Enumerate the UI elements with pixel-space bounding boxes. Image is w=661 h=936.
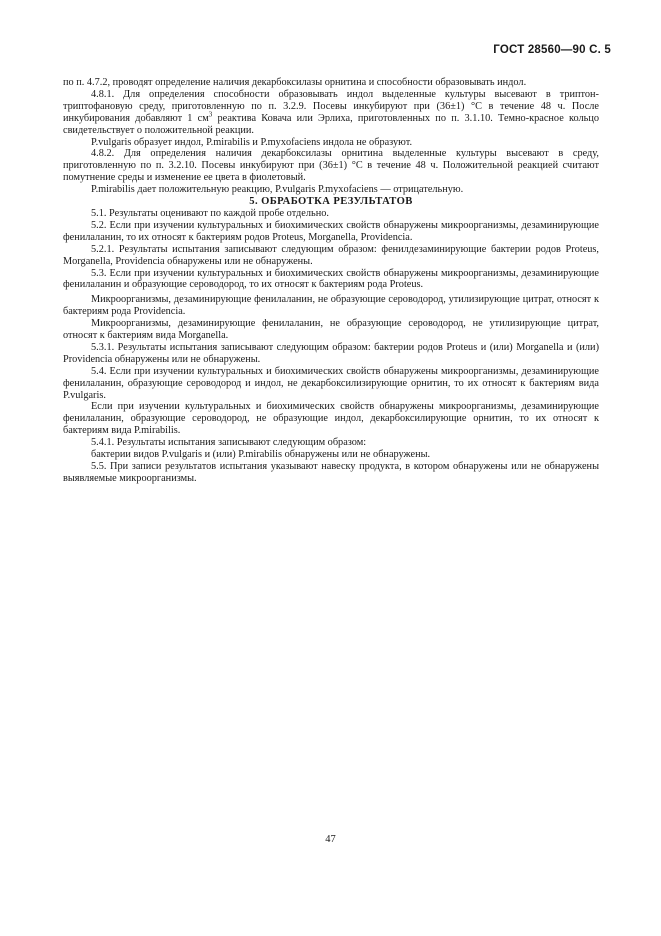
paragraph-5-1: 5.1. Результаты оценивают по каждой пробе отдельно. [91,207,329,219]
superscript-3: 3 [208,110,213,119]
paragraph-5-3: 5.3. Если при изучении культуральных и биохимических свойств обнаружены микроорганизмы, дезаминирующие фенилаланин и образующие сероводород, то их относят к бактериям рода Proteus. [63,267,599,291]
paragraph-providencia: Микроорганизмы, дезаминирующие фенилаланин, не образующие сероводород, утилизирующие цитрат, относят к бактериям рода Providencia. [63,294,599,318]
paragraph-4-8-1-text-b: реактива Ковача или Эрлиха, приготовленных по п. 3.1.10. Темно-красное кольцо свидетельствует о положительной реакции. [63,112,599,136]
paragraph-5-2: 5.2. Если при изучении культуральных и биохимических свойств обнаружены микроорганизмы, дезаминирующие фенилаланин, то их относят к бактериям родов Proteus, Morganella, Providencia. [63,219,599,243]
paragraph-5-5: 5.5. При записи результатов испытания указывают навеску продукта, в котором обнаружены или не обнаружены выявляемые микроорганизмы. [63,461,599,484]
paragraph-indol-result: P.vulgaris образует индол, P.mirabilis и P.myxofaciens индола не образуют. [91,136,413,148]
page-number: 47 [325,834,336,845]
paragraph-5-3-1: 5.3.1. Результаты испытания записывают следующим образом: бактерии родов Proteus и (или) Morganella и (или) Providencia обнаружены или не обнаружены. [63,341,599,365]
document-body [63,77,599,485]
paragraph-5-4: 5.4. Если при изучении культуральных и биохимических свойств обнаружены микроорганизмы, дезаминирующие фенилаланин, образующие сероводород и индол, не декарбоксилизирующие орнитин, то их относят к бактериям вида P.vulgaris. [63,365,599,401]
paragraph-4-8-2: 4.8.2. Для определения наличия декарбоксилазы орнитина выделенные культуры высевают в среду, приготовленную по п. 3.2.10. Посевы инкубируют при (36±1) °С в течение 48 ч. Положительной реакцией считают помутнение среды и изменение ее цвета в фиолетовый. [63,148,599,184]
paragraph-morganella: Микроорганизмы, дезаминирующие фенилаланин, не образующие сероводород, не утилизирующие цитрат, относят к бактериям вида Morganella. [63,318,599,342]
paragraph-5-2-1: 5.2.1. Результаты испытания записывают следующим образом: фенилдезаминирующие бактерии родов Proteus, Morganella, Providencia обнаружены или не обнаружены. [63,243,599,267]
section-title: 5. ОБРАБОТКА РЕЗУЛЬТАТОВ [249,196,413,208]
paragraph-ornithine-result: P.mirabilis дает положительную реакцию, P.vulgaris P.myxofaciens — отрицательную. [91,184,464,196]
paragraph-5-4-1: 5.4.1. Результаты испытания записывают следующим образом: [91,437,367,449]
paragraph-5-4-1-result: бактерии видов P.vulgaris и (или) P.mirabilis обнаружены или не обнаружены. [91,449,431,461]
paragraph-4-8-1 [63,89,599,137]
page-header: ГОСТ 28560—90 С. 5 [493,44,611,56]
paragraph-4-8-1-text-a: 4.8.1. Для определения способности образовывать индол выделенные культуры высевают в триптон-триптофановую среду, приготовленную по п. 3.2.9. Посевы инкубируют при (36±1) °С в течение 48 ч. После инкубирования добавляют 1 см [63,88,599,124]
paragraph-continuation: по п. 4.7.2, проводят определение наличия декарбоксилазы орнитина и способности образовывать индол. [63,77,527,88]
paragraph-mirabilis: Если при изучении культуральных и биохимических свойств обнаружены микроорганизмы, дезаминирующие фенилаланин, образующие сероводород, не образующие индол, декарбоксилирующие орнитин, то их относят к бактериям вида P.mirabilis. [63,401,599,437]
